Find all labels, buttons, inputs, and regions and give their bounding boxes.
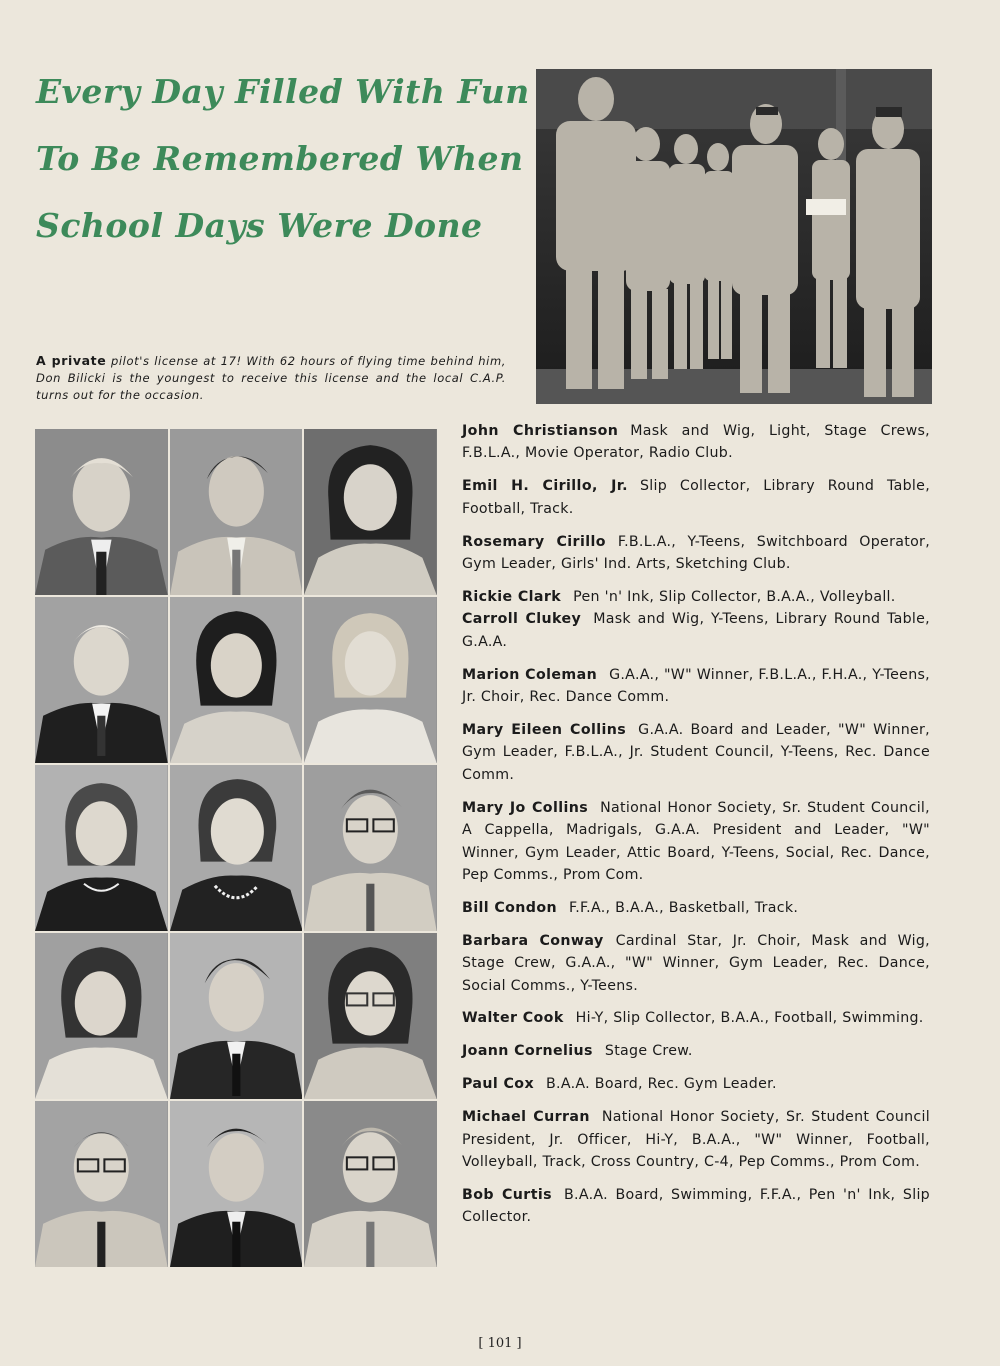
portrait-bob-curtis xyxy=(304,1101,437,1267)
list-item: Paul Cox B.A.A. Board, Rec. Gym Leader. xyxy=(462,1076,777,1093)
list-item: Bob Curtis B.A.A. Board, Swimming, F.F.A., Pen 'n' Ink, Slip Collector. xyxy=(462,1186,930,1226)
caption-body: pilot's license at 17! With 62 hours of flying time behind him, Don Bilicki is the youngest to receive this license and the local C.A.P. turns out for the occasion. xyxy=(36,354,507,402)
portrait-walter-cook xyxy=(170,933,303,1099)
list-item: Carroll Clukey Mask and Wig, Y-Teens, Library Round Table, G.A.A. xyxy=(462,611,930,650)
list-item: Bill Condon F.F.A., B.A.A., Basketball, Track. xyxy=(462,899,799,916)
portrait-paul-cox xyxy=(35,1101,168,1267)
portrait-emil-cirillo xyxy=(170,429,303,595)
list-item: John Christianson Mask and Wig, Light, Stage Crews, F.B.L.A., Movie Operator, Radio Club. xyxy=(462,423,930,462)
list-item: Mary Jo Collins National Honor Society, Sr. Student Council, A Cappella, Madrigals, G.A.A. President and Leader, "W" Winner, Gym Leader, Attic Board, Y-Teens, Social, Rec. Dance, Pep Comms., Prom Com. xyxy=(462,799,930,883)
senior-activities-list xyxy=(462,420,930,1239)
page-number: [ 101 ] xyxy=(478,1336,522,1351)
portrait-barbara-conway xyxy=(35,933,168,1099)
page-headline xyxy=(36,58,530,259)
portrait-joann-cornelius xyxy=(304,933,437,1099)
headline-line-1: Every Day Filled With Fun xyxy=(36,72,530,111)
senior-portrait-grid xyxy=(35,429,437,1267)
caption-lead: A private xyxy=(36,353,107,368)
list-item: Michael Curran National Honor Society, Sr. Student Council President, Jr. Officer, Hi-Y, B.A.A., "W" Winner, Football, Volleyball, Track, Cross Country, C-4, Pep Comms., Prom Com. xyxy=(462,1109,930,1170)
list-item: Marion Coleman G.A.A., "W" Winner, F.B.L.A., F.H.A., Y-Teens, Jr. Choir, Rec. Dance Comm. xyxy=(462,666,930,706)
list-item: Barbara Conway Cardinal Star, Jr. Choir, Mask and Wig, Stage Crew, G.A.A., "W" Winner, Gym Leader, Rec. Dance, Social Comms., Y-Teens. xyxy=(462,932,930,994)
portrait-michael-curran xyxy=(170,1101,303,1267)
portrait-john-christianson xyxy=(35,429,168,595)
portrait-rickie-clark xyxy=(35,597,168,763)
portrait-mary-eileen-collins xyxy=(35,765,168,931)
portrait-bill-condon xyxy=(304,765,437,931)
list-item: Joann Cornelius Stage Crew. xyxy=(462,1043,693,1060)
cap-ceremony-photo xyxy=(536,69,932,404)
list-item: Emil H. Cirillo, Jr. Slip Collector, Library Round Table, Football, Track. xyxy=(462,478,931,517)
list-item: Rosemary Cirillo F.B.L.A., Y-Teens, Switchboard Operator, Gym Leader, Girls' Ind. Arts, Sketching Club. xyxy=(462,533,931,573)
headline-line-3: School Days Were Done xyxy=(36,206,483,245)
portrait-carroll-clukey xyxy=(170,597,303,763)
list-item: Walter Cook Hi-Y, Slip Collector, B.A.A., Football, Swimming. xyxy=(462,1010,924,1027)
portrait-marion-coleman xyxy=(304,597,437,763)
portrait-mary-jo-collins xyxy=(170,765,303,931)
list-item: Rickie Clark Pen 'n' Ink, Slip Collector, B.A.A., Volleyball. xyxy=(462,588,896,605)
list-item: Mary Eileen Collins G.A.A. Board and Leader, "W" Winner, Gym Leader, F.B.L.A., Jr. Student Council, Y-Teens, Rec. Dance Comm. xyxy=(462,721,930,783)
portrait-rosemary-cirillo xyxy=(304,429,437,595)
photo-caption xyxy=(36,352,506,404)
headline-line-2: To Be Remembered When xyxy=(36,139,524,178)
